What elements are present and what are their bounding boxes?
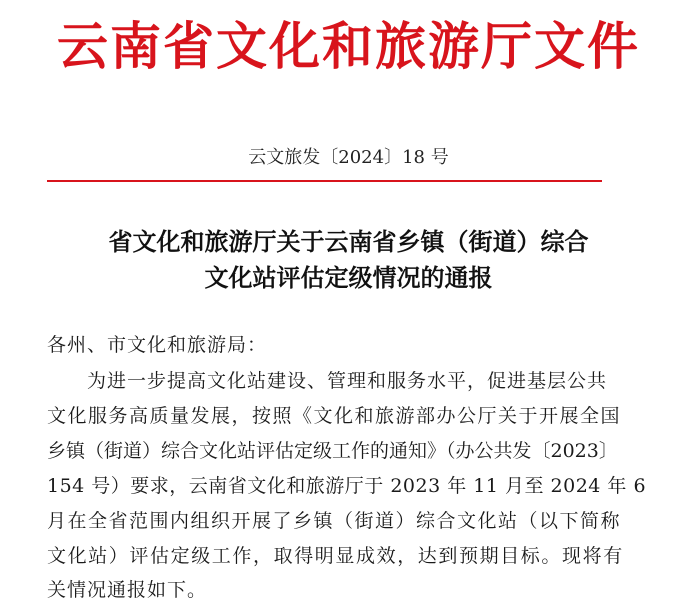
body-line: 154 号）要求，云南省文化和旅游厅于 2023 年 11 月至 2024 年 6 — [47, 475, 647, 497]
body-line: 乡镇（街道）综合文化站评估定级工作的通知》（办公共发〔2023〕 — [47, 440, 618, 462]
body-line: 关情况通报如下。 — [47, 579, 208, 601]
org-header-title: 云南省文化和旅游厅文件 — [56, 17, 640, 77]
red-divider-line — [47, 180, 602, 182]
notice-title-line-2: 文化站评估定级情况的通报 — [204, 264, 493, 292]
body-line: 为进一步提高文化站建设、管理和服务水平，促进基层公共 — [87, 370, 608, 392]
notice-title-line-1: 省文化和旅游厅关于云南省乡镇（街道）综合 — [108, 228, 589, 256]
body-line: 文化站）评估定级工作，取得明显成效，达到预期目标。现将有 — [47, 545, 624, 567]
body-line: 月在全省范围内组织开展了乡镇（街道）综合文化站（以下简称 — [47, 510, 622, 532]
document-number: 云文旅发〔2024〕18 号 — [248, 147, 449, 168]
body-line: 文化服务高质量发展，按照《文化和旅游部办公厅关于开展全国 — [47, 405, 622, 427]
salutation: 各州、市文化和旅游局： — [47, 334, 268, 356]
